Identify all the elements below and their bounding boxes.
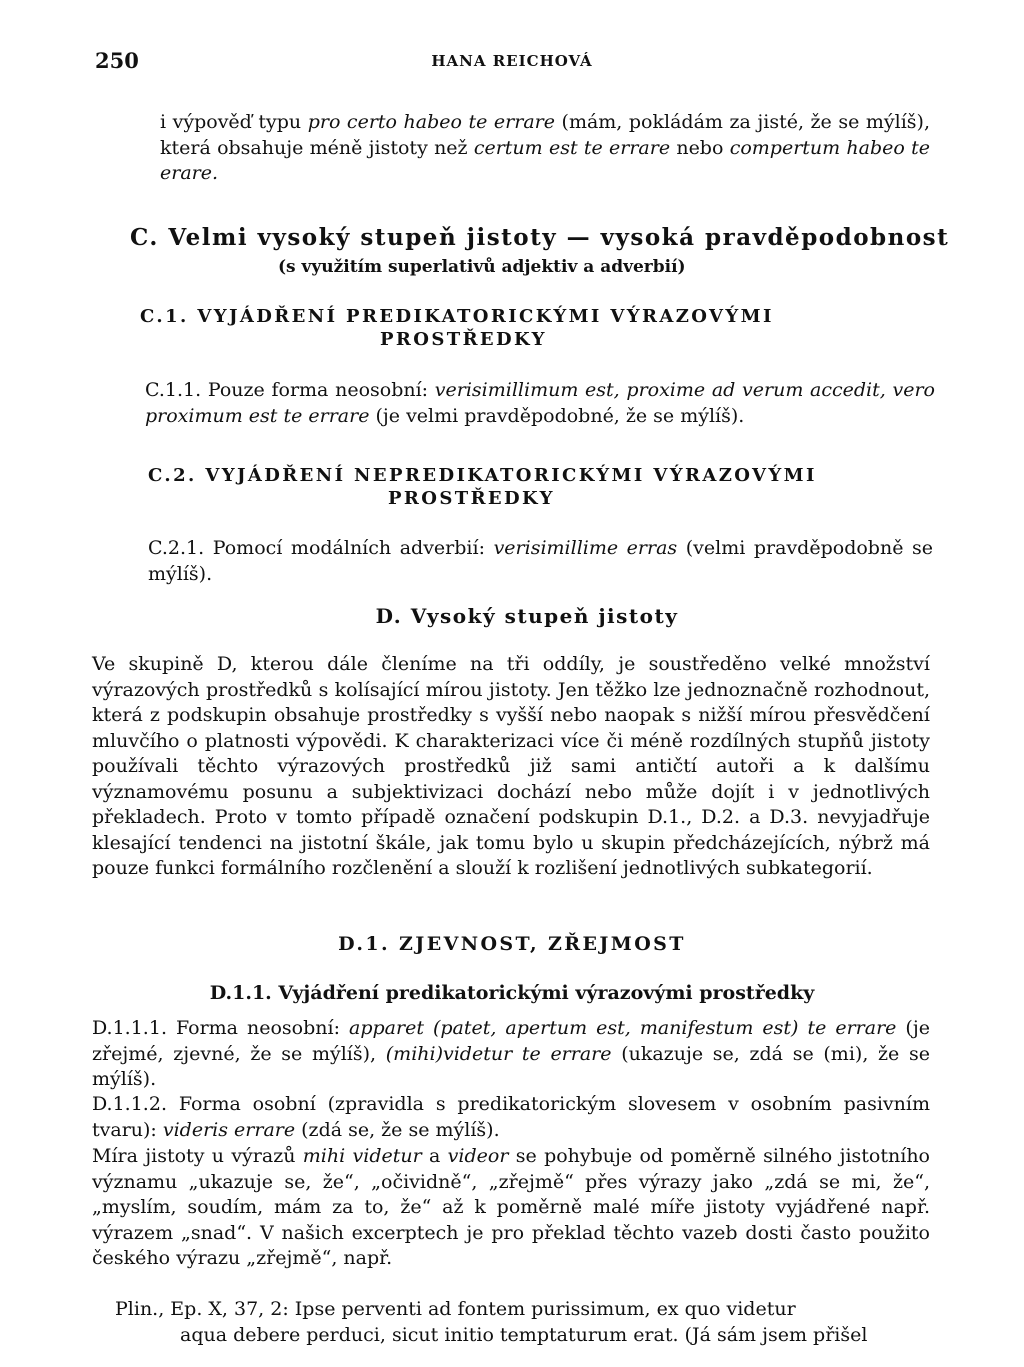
c2-item-run: verisimillime erras (493, 537, 678, 559)
c2-heading-line2: PROSTŘEDKY (388, 488, 555, 509)
c1-heading (140, 306, 940, 350)
d1-item1-run: (mihi)videtur te errare (385, 1042, 612, 1065)
c1-heading-line2: PROSTŘEDKY (380, 329, 547, 350)
d1-item1 (92, 1016, 930, 1093)
c2-item-run: C.2.1. Pomocí modálních adverbií: (148, 537, 494, 559)
d1-item1-run: apparet (patet, apertum est, manifestum est) te errare (349, 1017, 897, 1039)
d1-para-run: se pohybuje od poměrně silného jistotního významu „ukazuje se, že“, „očividně“, „zřejmě“ přes výrazy jako „zdá se mi, že“, „myslím, soudím, mám za to, že“ až k poměrně malé míře jistoty vyjádřené např. výrazem „snad“. V našich excerptech je pro překlad těchto vazeb dosti často použito českého výrazu „zřejmě“, např. (92, 1145, 930, 1269)
d1-item1-run: (je zřejmé, zjevné, že se mýlíš), (92, 1017, 930, 1065)
c2-item-run: (velmi pravděpodobně se mýlíš). (148, 537, 933, 585)
c2-item-text (148, 536, 933, 587)
c2-heading-line1: C.2. VYJÁDŘENÍ NEPREDIKATORICKÝMI VÝRAZOVÝMI (148, 465, 817, 486)
section-d-paragraph (92, 652, 930, 882)
section-c-subtitle: (s využitím superlativů adjektiv a adverbií) (278, 257, 686, 277)
intro-run: i výpověď typu (160, 111, 308, 133)
citation-line2: aqua debere perduci, sicut initio temptaturum erat. (Já sám jsem přišel (180, 1323, 868, 1346)
c1-heading-line1: C.1. VYJÁDŘENÍ PREDIKATORICKÝMI VÝRAZOVÝMI (140, 306, 774, 327)
d1-item2-run: D.1.1.2. Forma osobní (zpravidla s predikatorickým slovesem v osobním pasivním tvaru): (92, 1093, 930, 1141)
section-d-title: D. Vysoký stupeň jistoty (375, 604, 679, 628)
section-d-text: Ve skupině D, kterou dále členíme na tři oddíly, je soustředěno velké množství výrazových prostředků s kolísající mírou jistoty. Jen těžko lze jednoznačně rozhodnout, která z podskupin obsahuje prostředky s vyšší nebo naopak s nižší mírou přesvědčení mluvčího o platnosti výpovědi. K charakterizaci více či méně rozdílných stupňů jistoty používali těchto výrazových prostředků již sami antičtí autoři a k dalšímu významovému posunu a subjektivizaci dochází nebo může dojít i v jednotlivých překladech. Proto v tomto případě označení podskupin D.1., D.2. a D.3. nevyjadřuje klesající tendenci na jistotní škále, jak tomu bylo u skupin předcházejících, nýbrž má pouze funkci formálního rozčlenění a slouží k rozlišení jednotlivých subkategorií. (92, 653, 930, 879)
d1-heading-text: D.1. ZJEVNOST, ZŘEJMOST (338, 933, 686, 955)
c1-item-run: verisimillimum est, proxime ad verum accedit, vero proximum est te errare (145, 379, 935, 427)
intro-run: nebo (670, 136, 730, 159)
section-d (92, 604, 932, 628)
c1-item-run: (je velmi pravděpodobné, že se mýlíš). (369, 404, 745, 427)
d1-subheading (92, 982, 932, 1004)
d1-item2-run: (zdá se, že se mýlíš). (295, 1118, 500, 1141)
c1-item (145, 378, 935, 429)
d1-item1-text (92, 1016, 930, 1093)
intro-text (160, 110, 930, 187)
intro-run: (mám, pokládám za jisté, že se mýlíš), která obsahuje méně jistoty než (160, 111, 930, 159)
section-c-title: C. Velmi vysoký stupeň jistoty — vysoká pravděpodobnost (130, 224, 950, 251)
d1-item1-run: (ukazuje se, zdá se (mi), že se mýlíš). (92, 1042, 930, 1090)
c1-item-text (145, 378, 935, 429)
page-header (92, 48, 932, 78)
page-number: 250 (95, 48, 139, 73)
d1-para-run: a (421, 1145, 448, 1167)
c2-heading (148, 465, 938, 509)
c1-item-run: C.1.1. Pouze forma neosobní: (145, 379, 435, 401)
d1-item1-run: D.1.1.1. Forma neosobní: (92, 1017, 350, 1039)
intro-run: compertum habeo te erare. (160, 136, 930, 184)
c2-item (148, 536, 933, 587)
section-c (130, 224, 950, 277)
intro-paragraph (160, 110, 930, 187)
intro-run: certum est te errare (473, 136, 671, 159)
d1-heading (92, 933, 932, 955)
d1-subheading-text: D.1.1. Vyjádření predikatorickými výrazovými prostředky (209, 982, 815, 1004)
d1-item2 (92, 1092, 930, 1143)
d1-para-run: videor (447, 1145, 509, 1167)
d1-item2-text (92, 1092, 930, 1143)
citation (115, 1297, 935, 1348)
d1-paragraph (92, 1144, 930, 1272)
intro-run: pro certo habeo te errare (307, 111, 555, 133)
running-title: HANA REICHOVÁ (431, 52, 593, 70)
citation-line1: Plin., Ep. X, 37, 2: Ipse perventi ad fontem purissimum, ex quo videtur (115, 1298, 796, 1320)
d1-para-run: mihi videtur (302, 1145, 422, 1167)
d1-para-run: Míra jistoty u výrazů (92, 1145, 303, 1167)
d1-item2-run: videris errare (162, 1118, 296, 1141)
d1-paragraph-text (92, 1144, 930, 1272)
